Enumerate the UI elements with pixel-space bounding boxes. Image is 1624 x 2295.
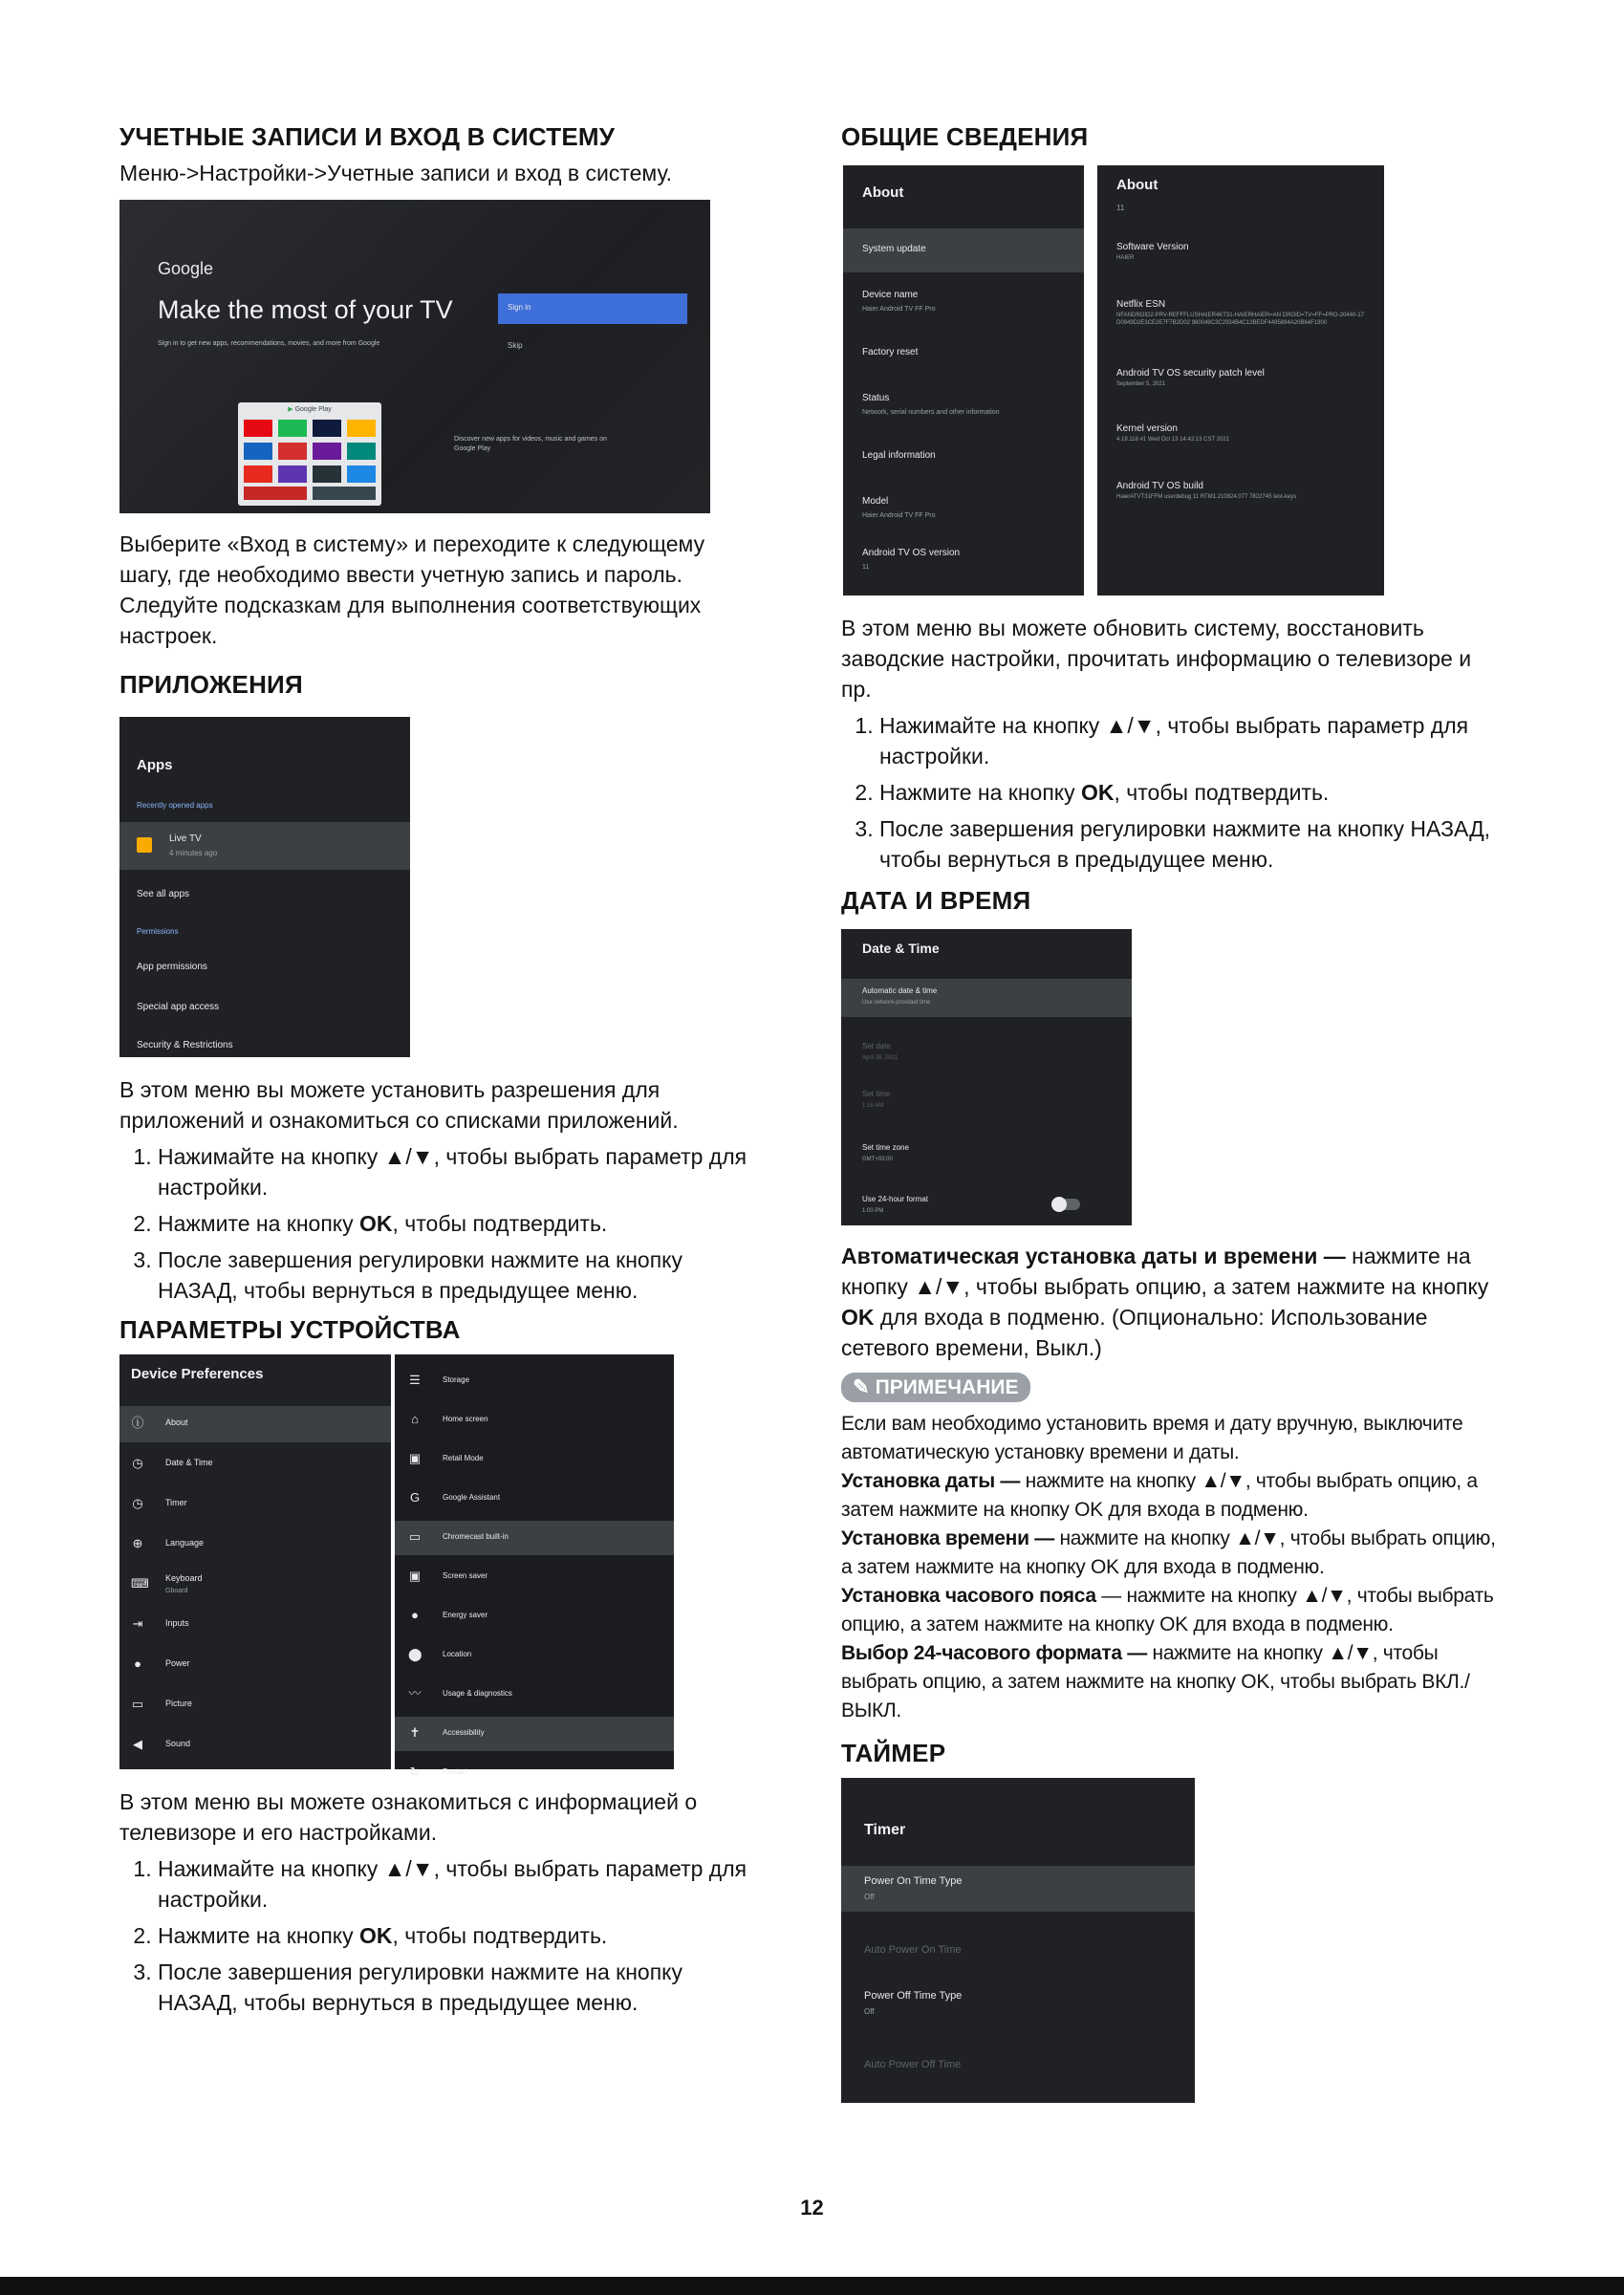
device-pref-right-item[interactable] [395, 1442, 674, 1477]
device-pref-item[interactable] [119, 1526, 391, 1563]
keyboard-icon: ⌨ [131, 1576, 149, 1591]
device-prefs-title: Device Preferences [131, 1366, 264, 1382]
datetime-screenshot [841, 929, 1132, 1225]
sign-in-label: Sign in [508, 303, 531, 312]
apps-body: В этом меню вы можете установить разрешения для приложений и ознакомиться со списками приложений. [119, 1077, 679, 1133]
apps-step-2: 2. Нажмите на кнопку OK, чтобы подтвердить. [158, 1208, 760, 1239]
about-steps [841, 710, 1501, 875]
datetime-item[interactable] [841, 1136, 1132, 1174]
apps-step-3: 3. После завершения регулировки нажмите на кнопку НАЗАД, чтобы вернуться в предыдущее меню. [158, 1245, 760, 1306]
toggle-24h[interactable] [1053, 1199, 1080, 1210]
about-info-value: 4.19.116 #1 Wed Oct 13 14:42:13 CST 2021 [1116, 437, 1230, 443]
usage-icon: 〰 [408, 1686, 422, 1700]
about-item[interactable] [843, 538, 1084, 582]
device-pref-label: Power [165, 1658, 190, 1668]
device-pref-right-item[interactable] [395, 1560, 674, 1594]
datetime-item-sub: 1:00 PM [862, 1208, 884, 1214]
datetime-item-sub: Use network-provided time [862, 1000, 931, 1006]
about-item-label: Model [862, 496, 889, 507]
about-item[interactable] [843, 280, 1084, 324]
left-column [119, 122, 760, 2024]
datetime-item-label: Set time [862, 1090, 891, 1098]
apps-step-1: 1. Нажимайте на кнопку ▲/▼, чтобы выбрать параметр для настройки. [158, 1141, 760, 1202]
device-pref-item[interactable] [119, 1687, 391, 1723]
signin-title: Make the most of your TV [158, 295, 453, 324]
datetime-auto: Автоматическая установка даты и времени — нажмите на кнопку ▲/▼, чтобы выбрать опцию, а затем нажмите на кнопку OK для входа в подменю. (Опционально: Использование сетевого времени, Выкл.) [841, 1244, 1489, 1360]
google-logo: Google [158, 259, 214, 278]
device-pref-right-item[interactable] [395, 1599, 674, 1634]
security-restrictions[interactable]: Security & Restrictions [137, 1040, 233, 1050]
see-all-apps[interactable]: See all apps [137, 889, 190, 899]
about-right-title: About [1116, 177, 1158, 193]
accounts-heading: УЧЕТНЫЕ ЗАПИСИ И ВХОД В СИСТЕМУ [119, 122, 616, 151]
device-pref-label: Sound [165, 1739, 191, 1748]
timer-item-sub: Off [864, 2007, 875, 2016]
power-icon: ● [134, 1656, 141, 1671]
device-pref-label: About [165, 1418, 188, 1427]
about-item-sub: Haier Android TV FF Pro [862, 306, 936, 313]
timer-screenshot [841, 1778, 1195, 2103]
about-item[interactable] [843, 435, 1084, 479]
about-info-label: Software Version [1116, 242, 1189, 252]
device-pref-item[interactable] [119, 1647, 391, 1683]
datetime-item-sub: 1:16 AM [862, 1103, 884, 1109]
about-info-value: HAIER [1116, 255, 1135, 261]
special-app-access[interactable]: Special app access [137, 1002, 220, 1012]
device-pref-right-label: Screen saver [443, 1571, 488, 1580]
about-item[interactable] [843, 228, 1084, 272]
datetime-item[interactable] [841, 1187, 1132, 1225]
energy-icon: ● [411, 1608, 419, 1622]
about-info-item [1097, 423, 1384, 444]
timer-item [841, 1929, 1195, 1975]
timer-item-label: Auto Power Off Time [864, 2059, 962, 2070]
skip-button[interactable]: Skip [508, 341, 523, 350]
retail-icon: ▣ [408, 1451, 422, 1465]
permissions-label: Permissions [137, 927, 179, 936]
about-info-label: Kernel version [1116, 423, 1178, 434]
about-version-line: 11 [1116, 204, 1125, 212]
about-step-1: 1. Нажимайте на кнопку ▲/▼, чтобы выбрать параметр для настройки. [879, 710, 1501, 771]
app-tiles [238, 402, 381, 506]
apps-steps [119, 1141, 760, 1306]
google-icon: G [409, 1490, 421, 1505]
datetime-title: Date & Time [862, 941, 940, 956]
datetime-item-label: Set date [862, 1042, 891, 1050]
device-pref-right-label: Retail Mode [443, 1454, 484, 1462]
device-pref-right-label: Location [443, 1650, 472, 1658]
location-icon: ⬤ [408, 1647, 422, 1661]
timer-title: Timer [864, 1822, 906, 1838]
device-pref-right-item[interactable] [395, 1521, 674, 1555]
about-item-sub: Network, serial numbers and other information [862, 409, 1000, 416]
device-pref-right-label: Chromecast built-in [443, 1532, 509, 1541]
device-pref-right-item[interactable] [395, 1638, 674, 1673]
signin-screenshot [119, 200, 710, 513]
about-info-label: Netflix ESN [1116, 299, 1166, 310]
sign-in-button[interactable] [498, 293, 687, 324]
timer-item [841, 2044, 1195, 2089]
live-tv-sub: 4 minutes ago [169, 849, 218, 857]
timer-heading: ТАЙМЕР [841, 1739, 946, 1767]
accounts-body: Выберите «Вход в систему» и переходите к следующему шагу, где необходимо ввести учетную запись и пароль. Следуйте подсказкам для выполнения соответствующих настроек. [119, 531, 705, 648]
about-item-label: Android TV OS version [862, 548, 961, 558]
timer-item[interactable] [841, 1866, 1195, 1912]
recent-apps-label: Recently opened apps [137, 801, 213, 810]
about-info-item [1097, 242, 1384, 262]
screensaver-icon: ▣ [408, 1569, 422, 1583]
device-pref-item[interactable] [119, 1607, 391, 1643]
device-pref-label: Picture [165, 1699, 193, 1708]
accounts-breadcrumb: Меню->Настройки->Учетные записи и вход в систему. [119, 161, 673, 185]
about-screenshots [841, 165, 1384, 595]
sound-icon: ◀ [133, 1737, 142, 1751]
device-pref-right-item[interactable] [395, 1403, 674, 1438]
note-item-24h: Выбор 24-часового формата — нажмите на кнопку ▲/▼, чтобы выбрать опцию, а затем нажмите на кнопку OK, чтобы выбрать ВКЛ./ВЫКЛ. [841, 1642, 1470, 1721]
device-pref-label: Keyboard [165, 1573, 203, 1583]
device-pref-item[interactable] [119, 1486, 391, 1523]
datetime-item-label: Automatic date & time [862, 986, 938, 995]
about-item-label: Status [862, 393, 890, 403]
storage-icon: ☰ [409, 1373, 421, 1387]
about-item-label: Device name [862, 290, 919, 300]
about-info-value: September 5, 2021 [1116, 381, 1166, 387]
about-left-panel [843, 165, 1084, 595]
device-prefs-left-panel [119, 1354, 391, 1769]
device-pref-right-item[interactable] [395, 1364, 674, 1398]
timer-item[interactable] [841, 1981, 1195, 2026]
picture-icon: ▭ [131, 1697, 144, 1711]
about-item[interactable] [843, 332, 1084, 376]
about-item-sub: 11 [862, 564, 870, 571]
right-column [841, 122, 1501, 2103]
device-pref-right-label: Home screen [443, 1415, 488, 1423]
about-item[interactable] [843, 487, 1084, 530]
about-info-label: Android TV OS build [1116, 481, 1203, 491]
about-step-2: 2. Нажмите на кнопку OK, чтобы подтвердить. [879, 777, 1501, 808]
live-tv-item[interactable] [119, 822, 410, 870]
device-pref-item[interactable] [119, 1727, 391, 1764]
datetime-item [841, 1034, 1132, 1072]
device-prefs-right-panel [395, 1354, 674, 1779]
cast-icon: ▭ [408, 1529, 422, 1544]
about-item-label: Legal information [862, 450, 936, 461]
device-prefs-screenshot [119, 1354, 674, 1779]
note-content [841, 1410, 1501, 1725]
signin-subtitle: Sign in to get new apps, recommendations, movies, and more from Google [158, 340, 380, 347]
about-info-item [1097, 368, 1384, 388]
device-prefs-body: В этом меню вы можете ознакомиться с информацией о телевизоре и его настройками. [119, 1789, 698, 1845]
datetime-item [841, 1082, 1132, 1120]
device-pref-right-label: Google Assistant [443, 1493, 501, 1502]
device-pref-right-label: Accessibility [443, 1728, 485, 1737]
about-info-value: NFANDROID2-PRV-REFFFLUSHAIER4KT31-HAIERHAIER=AN DROID=TV=FF=PRO-20440-17D0949D2E3CE2E7F7B2D02 980049C3C2934B4C12BEDF4495894A20B64F1900 [1116, 313, 1364, 326]
about-info-item [1097, 299, 1384, 327]
note-item-date: Установка даты — нажмите на кнопку ▲/▼, чтобы выбрать опцию, а затем нажмите на кнопку OK для входа в подменю. [841, 1470, 1478, 1521]
note-item-time: Установка времени — нажмите на кнопку ▲/▼, чтобы выбрать опцию, а затем нажмите на кнопку OK для входа в подменю. [841, 1527, 1496, 1578]
device-pref-right-item[interactable] [395, 1717, 674, 1751]
apps-title: Apps [137, 757, 173, 773]
note-intro: Если вам необходимо установить время и дату вручную, выключите автоматическую установку времени и даты. [841, 1413, 1463, 1463]
about-item-sub: Haier Android TV FF Pro [862, 512, 936, 519]
note-item-zone: Установка часового пояса — нажмите на кнопку ▲/▼, чтобы выбрать опцию, а затем нажмите на кнопку OK для входа в подменю. [841, 1585, 1494, 1635]
device-pref-sub: Gboard [165, 1588, 188, 1594]
device-pref-item[interactable] [119, 1567, 391, 1603]
device-pref-label: Inputs [165, 1618, 189, 1628]
accessibility-icon: ✝ [409, 1725, 421, 1740]
datetime-item[interactable] [841, 979, 1132, 1017]
timer-item-label: Power On Time Type [864, 1875, 963, 1887]
about-item[interactable] [843, 383, 1084, 427]
note-badge: ✎ ПРИМЕЧАНИЕ [841, 1373, 1030, 1402]
device-pref-right-label: Usage & diagnostics [443, 1689, 512, 1698]
clock-icon: ◷ [132, 1456, 143, 1470]
apps-heading: ПРИЛОЖЕНИЯ [119, 670, 303, 699]
device-pref-right-label: Energy saver [443, 1611, 488, 1619]
device-pref-right-item[interactable] [395, 1678, 674, 1712]
datetime-item-label: Use 24-hour format [862, 1195, 928, 1203]
datetime-item-sub: GMT+03:00 [862, 1157, 893, 1162]
device-pref-label: Timer [165, 1498, 187, 1507]
device-pref-right-label: Restart [443, 1767, 467, 1776]
globe-icon: ⊕ [132, 1536, 143, 1550]
google-play-label: ▶ Google Play [288, 406, 332, 413]
about-left-title: About [862, 184, 904, 201]
timer-item-label: Power Off Time Type [864, 1990, 963, 2002]
device-pref-label: Date & Time [165, 1458, 213, 1467]
datetime-heading: ДАТА И ВРЕМЯ [841, 886, 1031, 915]
about-info-label: Android TV OS security patch level [1116, 368, 1265, 379]
apps-screenshot [119, 717, 410, 1057]
datetime-item-sub: April 28, 2021 [862, 1055, 899, 1061]
live-tv-icon [137, 837, 152, 853]
bottom-bar [0, 2277, 1624, 2295]
about-info-value: HaierATVT31FFM userdebug 11 RTM1.210824.077 7822745 test-keys [1116, 494, 1297, 500]
device-pref-right-item[interactable] [395, 1756, 674, 1790]
app-permissions[interactable]: App permissions [137, 962, 207, 972]
about-item-label: Factory reset [862, 347, 919, 357]
about-heading: ОБЩИЕ СВЕДЕНИЯ [841, 122, 1089, 151]
about-item-label: System update [862, 244, 926, 254]
timer-item-sub: Off [864, 1893, 875, 1901]
timer-icon: ◷ [132, 1496, 143, 1510]
input-icon: ⇥ [132, 1616, 143, 1631]
page-number: 12 [800, 2196, 824, 2219]
restart-icon: ↻ [409, 1765, 421, 1779]
about-step-3: 3. После завершения регулировки нажмите на кнопку НАЗАД, чтобы вернуться в предыдущее меню. [879, 813, 1501, 875]
device-prefs-steps [119, 1853, 760, 2018]
device-prefs-step-1: 1. Нажимайте на кнопку ▲/▼, чтобы выбрать параметр для настройки. [158, 1853, 760, 1915]
device-prefs-step-3: 3. После завершения регулировки нажмите на кнопку НАЗАД, чтобы вернуться в предыдущее меню. [158, 1957, 760, 2018]
play-icon: ▶ [288, 406, 293, 413]
device-pref-right-item[interactable] [395, 1482, 674, 1516]
device-pref-item[interactable] [119, 1406, 391, 1442]
home-icon: ⌂ [411, 1412, 419, 1426]
device-prefs-heading: ПАРАМЕТРЫ УСТРОЙСТВА [119, 1315, 461, 1344]
info-icon: ⓘ [131, 1416, 144, 1430]
live-tv-label: Live TV [169, 834, 202, 844]
device-prefs-step-2: 2. Нажмите на кнопку OK, чтобы подтвердить. [158, 1920, 760, 1951]
device-pref-label: Language [165, 1538, 205, 1548]
about-right-panel [1097, 165, 1384, 595]
about-body: В этом меню вы можете обновить систему, восстановить заводские настройки, прочитать информацию о телевизоре и пр. [841, 616, 1472, 702]
pencil-icon: ✎ [853, 1376, 870, 1398]
datetime-item-label: Set time zone [862, 1143, 909, 1152]
datetime-auto-bold: Автоматическая установка даты и времени — [841, 1244, 1346, 1268]
about-info-item [1097, 481, 1384, 501]
device-pref-right-label: Storage [443, 1375, 470, 1384]
discover-text: Discover new apps for videos, music and games on Google Play [454, 436, 607, 452]
device-pref-item[interactable] [119, 1446, 391, 1483]
timer-item-label: Auto Power On Time [864, 1944, 962, 1956]
